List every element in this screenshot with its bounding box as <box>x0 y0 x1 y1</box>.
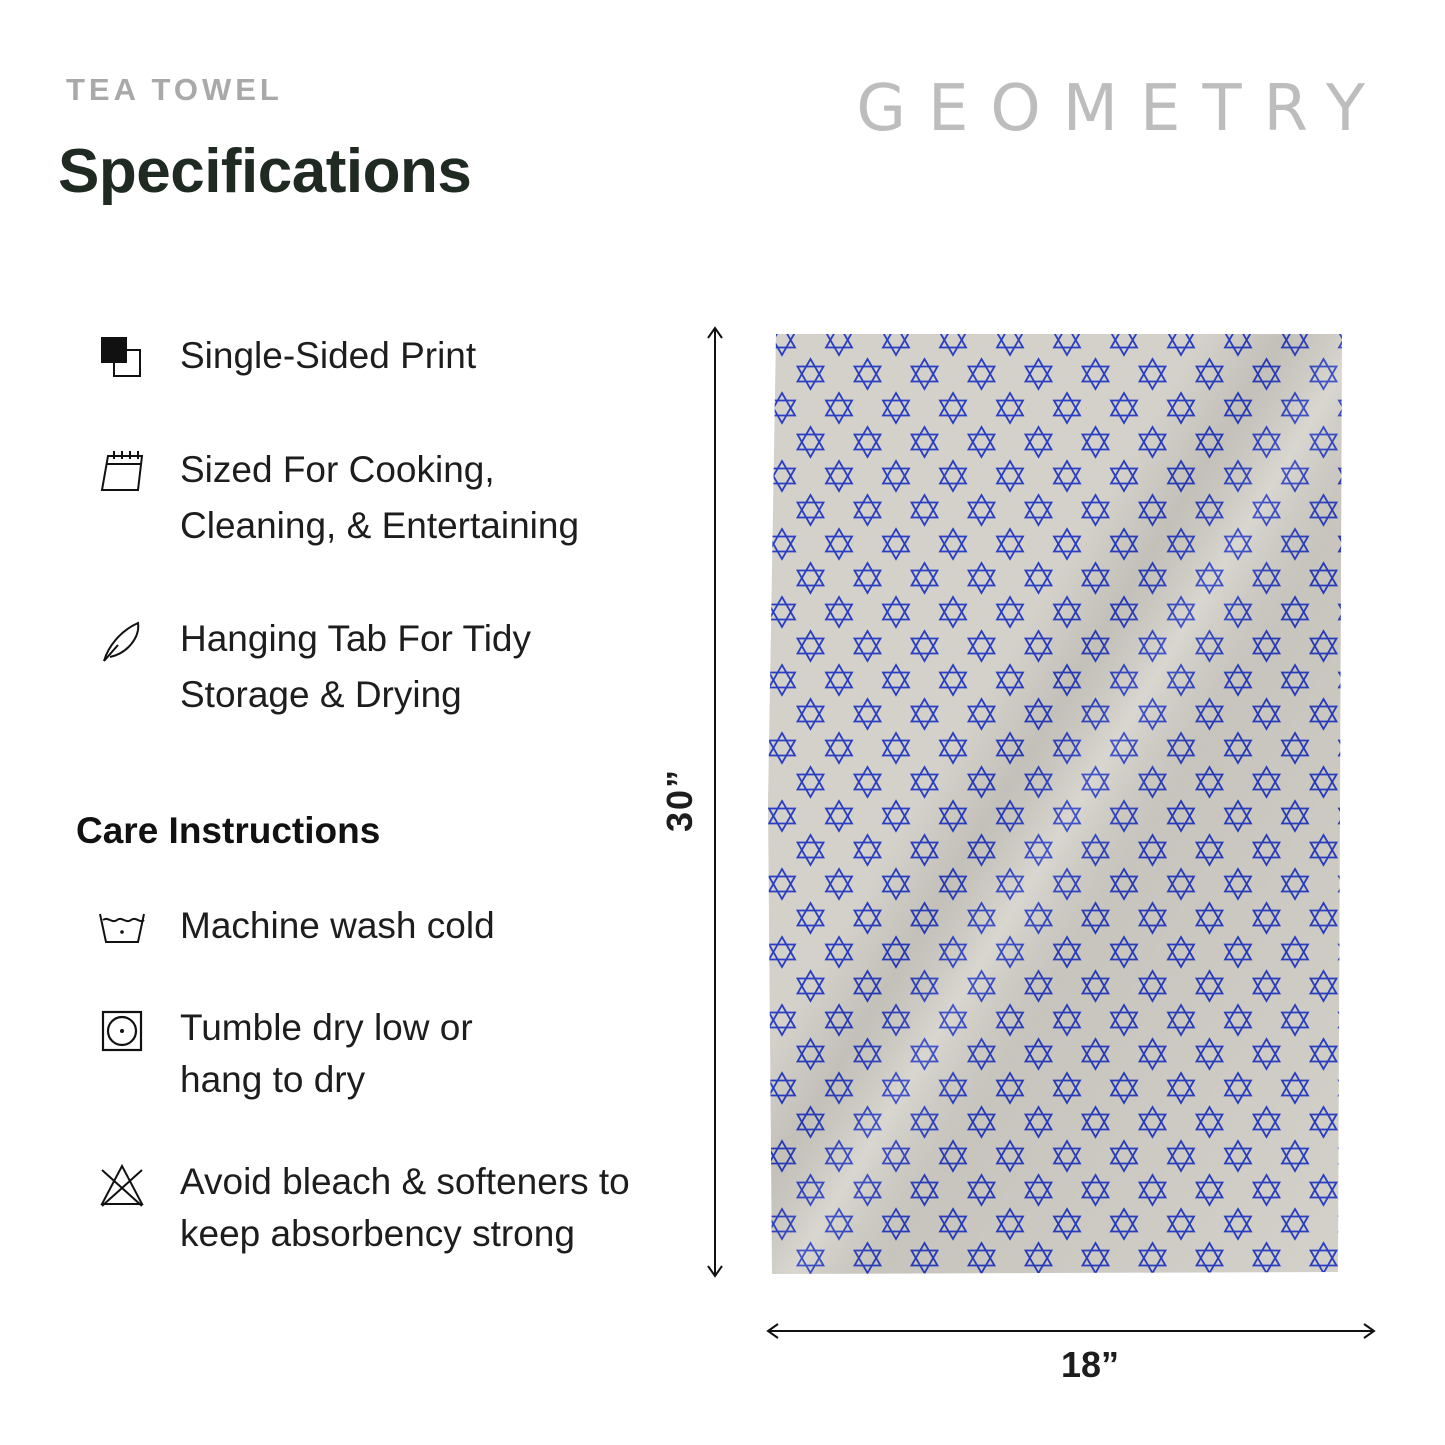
width-label: 18” <box>1060 1344 1120 1385</box>
brand-logo: GEOMETRY <box>856 72 1387 146</box>
star-of-david-icon <box>1339 937 1342 967</box>
care-text: Tumble dry low or hang to dry <box>180 1007 473 1100</box>
tea-towel-image <box>768 332 1342 1274</box>
layers-icon <box>98 334 146 382</box>
no-bleach-icon <box>98 1162 146 1210</box>
wash-cold-icon <box>98 906 146 954</box>
care-text: Machine wash cold <box>180 905 495 946</box>
feature-text: Hanging Tab For Tidy Storage & Drying <box>180 618 532 715</box>
page-title: Specifications <box>58 137 472 206</box>
feature-text: Single-Sided Print <box>180 335 477 376</box>
calendar-icon <box>98 448 146 496</box>
care-text: Avoid bleach & softeners to keep absorbency strong <box>180 1161 630 1254</box>
height-label: 30” <box>659 767 700 833</box>
eyebrow-label: TEA TOWEL <box>66 72 283 107</box>
star-of-david-icon <box>1339 1141 1342 1171</box>
star-of-david-icon <box>1339 1005 1342 1035</box>
star-of-david-icon <box>1339 1073 1342 1103</box>
star-of-david-icon <box>1339 1209 1342 1239</box>
tumble-dry-low-icon <box>98 1008 146 1056</box>
feature-text: Sized For Cooking, Cleaning, & Entertaining <box>180 449 580 546</box>
leaf-icon <box>98 617 146 665</box>
care-heading: Care Instructions <box>76 810 381 851</box>
